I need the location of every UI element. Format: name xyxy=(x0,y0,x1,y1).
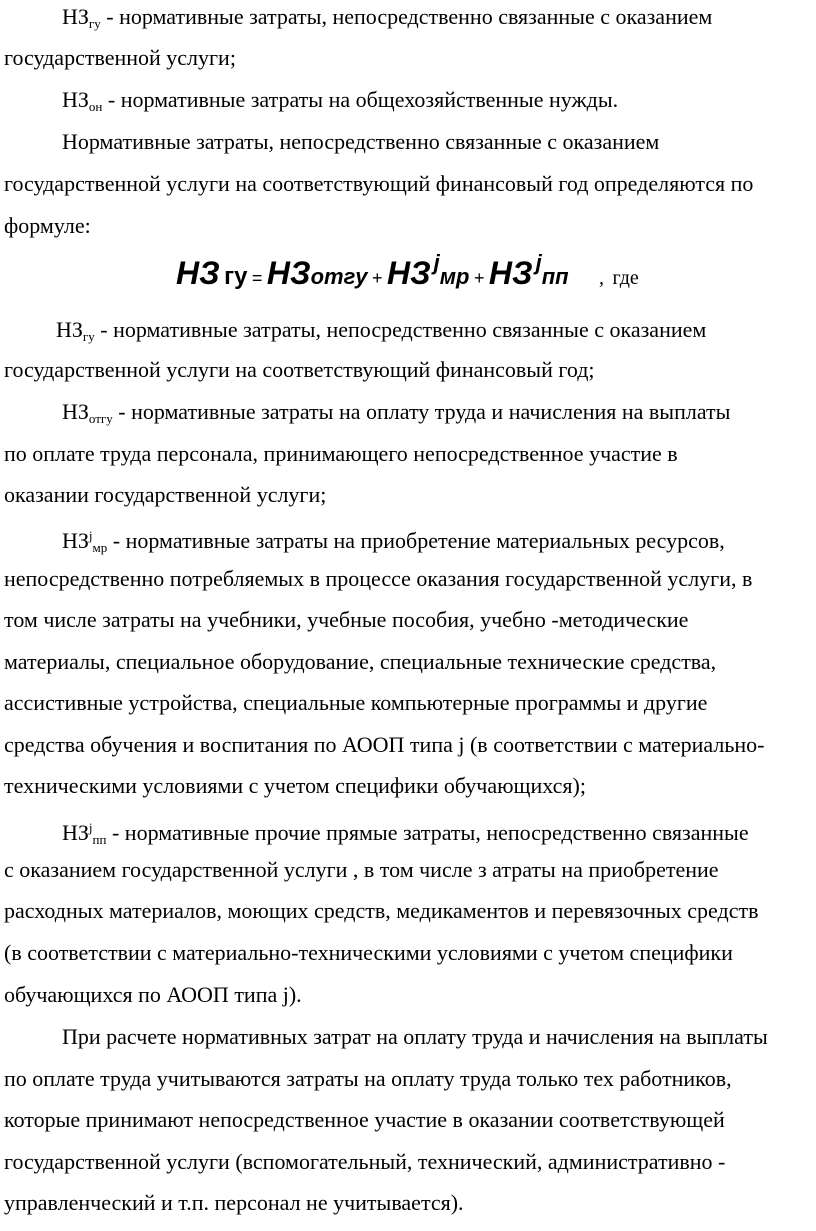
formula-term2-sup: j xyxy=(433,250,440,275)
def-nz-otgu-l3: оказании государственной услуги; xyxy=(4,482,327,507)
definition-text: - нормативные затраты, непосредственно связанные с оказанием xyxy=(94,317,707,342)
formula-term3-sup: j xyxy=(535,250,542,275)
def-nz-mr-l4: материалы, специальное оборудование, специальные технические средства, xyxy=(4,649,717,674)
formula-term3-sub: пп xyxy=(541,264,569,289)
def-nz-otgu xyxy=(62,399,730,432)
definition-text: - нормативные затраты, непосредственно связанные с оказанием xyxy=(100,4,713,29)
def-nz-mr-l3: том числе затраты на учебники, учебные пособия, учебно -методические xyxy=(4,607,689,632)
symbol: НЗ xyxy=(62,4,89,29)
symbol: НЗ xyxy=(62,87,89,112)
symbol: НЗ xyxy=(62,820,89,845)
def-nz-mr-l5: ассистивные устройства, специальные компьютерные программы и другие xyxy=(4,690,708,715)
def-nz-pp xyxy=(62,815,749,853)
symbol-sub: пп xyxy=(92,832,107,847)
formula-term3: НЗ xyxy=(488,255,533,291)
formula-term2: НЗ xyxy=(386,255,431,291)
symbol: НЗ xyxy=(62,399,89,424)
symbol: НЗ xyxy=(62,528,89,553)
def-nz-pp-l3: расходных материалов, моющих средств, медикаментов и перевязочных средств xyxy=(4,898,759,923)
para-intro-l1: Нормативные затраты, непосредственно связанные с оказанием xyxy=(62,129,660,154)
formula-plus: + xyxy=(473,268,485,288)
para-calc-l5: управленческий и т.п. персонал не учитывается). xyxy=(4,1190,464,1215)
def-nz-otgu-l2: по оплате труда персонала, принимающего непосредственное участие в xyxy=(4,441,678,466)
formula xyxy=(176,250,639,292)
para-intro-l2: государственной услуги на соответствующий финансовый год определяются по xyxy=(4,171,754,196)
def-nz-pp-l4: (в соответствии с материально-техническими условиями с учетом специфики xyxy=(4,940,733,965)
symbol-sub: отгу xyxy=(88,411,113,426)
def-nz-pp-l2: с оказанием государственной услуги , в том числе з атраты на приобретение xyxy=(4,857,719,882)
formula-term2-sub: мр xyxy=(439,264,470,289)
formula-plus: + xyxy=(372,268,383,288)
symbol-sub: гу xyxy=(82,329,95,344)
para-intro-l3: формуле: xyxy=(4,213,91,238)
def-nz-mr xyxy=(62,523,725,561)
formula-lhs-sub: гу xyxy=(224,263,248,290)
def-nz-gu-cont: государственной услуги; xyxy=(4,45,236,70)
symbol-sub: он xyxy=(88,99,103,114)
symbol-sup: j xyxy=(88,528,93,543)
symbol-sub: мр xyxy=(92,540,108,555)
formula-equals: = xyxy=(251,268,263,288)
def-nz-mr-l6: средства обучения и воспитания по АООП типа j (в соответствии с материально- xyxy=(4,732,765,757)
definition-text: - нормативные затраты на оплату труда и начисления на выплаты xyxy=(112,399,731,424)
def-nz-pp-l5: обучающихся по АООП типа j). xyxy=(4,982,302,1007)
def-nz-mr-l2: непосредственно потребляемых в процессе оказания государственной услуги, в xyxy=(4,566,753,591)
symbol-sub: гу xyxy=(88,16,101,31)
symbol-sup: j xyxy=(88,820,93,835)
definition-text: - нормативные затраты на общехозяйственные нужды. xyxy=(102,87,619,112)
para-calc-l1: При расчете нормативных затрат на оплату труда и начисления на выплаты xyxy=(62,1024,768,1049)
formula-term1-sub: отгу xyxy=(310,264,368,289)
def-nz-on xyxy=(62,87,618,120)
definition-text: - нормативные прочие прямые затраты, непосредственно связанные xyxy=(106,820,749,845)
para-calc-l4: государственной услуги (вспомогательный, технический, административно - xyxy=(4,1149,726,1174)
para-calc-l2: по оплате труда учитываются затраты на оплату труда только тех работников, xyxy=(4,1066,732,1091)
def-nz-gu-2-cont: государственной услуги на соответствующий финансовый год; xyxy=(4,357,595,382)
formula-term1: НЗ xyxy=(266,255,311,291)
para-calc-l3: которые принимают непосредственное участие в оказании соответствующей xyxy=(4,1107,725,1132)
formula-lhs: НЗ xyxy=(176,255,220,291)
formula-comma: , xyxy=(599,267,605,289)
formula-where: где xyxy=(612,267,639,289)
symbol: НЗ xyxy=(56,317,83,342)
def-nz-gu xyxy=(62,4,712,37)
def-nz-gu-2 xyxy=(56,317,706,350)
def-nz-mr-l7: техническими условиями с учетом специфики обучающихся); xyxy=(4,773,586,798)
definition-text: - нормативные затраты на приобретение материальных ресурсов, xyxy=(107,528,725,553)
